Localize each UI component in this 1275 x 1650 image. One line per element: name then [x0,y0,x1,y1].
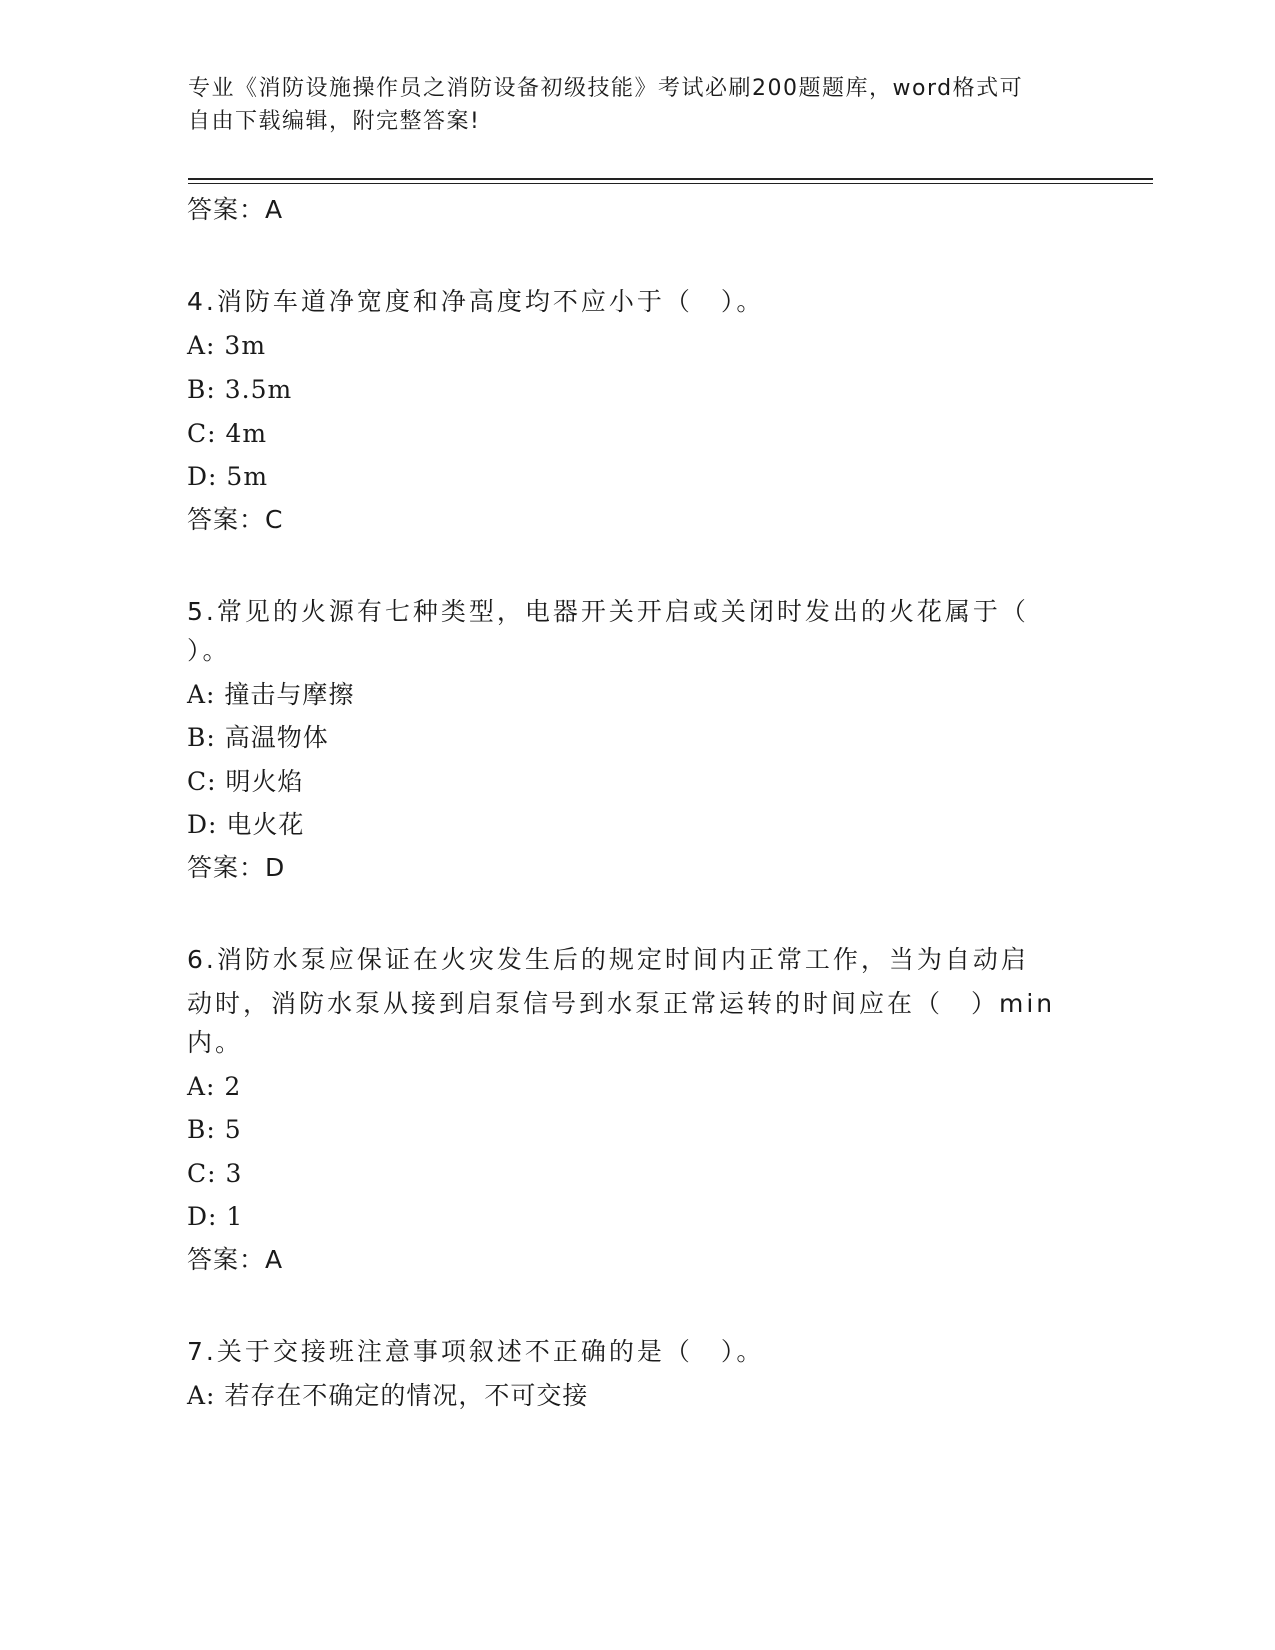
question-5-option-d: D: 电火花 [187,810,305,839]
header-line-2: 自由下载编辑，附完整答案! [188,109,481,134]
question-7-option-a: A: 若存在不确定的情况，不可交接 [187,1381,589,1410]
header-divider-thin [188,183,1153,184]
question-4-option-c: C: 4m [187,419,268,448]
question-6-option-b: B: 5 [187,1115,242,1144]
question-6-text-line-3: 内。 [187,1028,244,1057]
question-5-option-a: A: 撞击与摩擦 [187,680,355,709]
header-line-1: 专业《消防设施操作员之消防设备初级技能》考试必刷200题题库，word格式可 [188,76,1024,101]
question-4-option-a: A: 3m [187,331,267,360]
question-6-option-c: C: 3 [187,1159,243,1188]
question-6-answer: 答案：A [187,1245,284,1274]
question-7-text: 7.关于交接班注意事项叙述不正确的是（ ）。 [187,1337,765,1366]
document-header [188,72,1088,138]
question-4-text: 4.消防车道净宽度和净高度均不应小于（ ）。 [187,287,765,316]
question-4-option-d: D: 5m [187,462,269,491]
question-6-option-a: A: 2 [187,1072,242,1101]
question-6-option-d: D: 1 [187,1202,244,1231]
question-5-text-line-1: 5.常见的火源有七种类型，电器开关开启或关闭时发出的火花属于（ [187,597,1029,626]
question-5-answer: 答案：D [187,853,286,882]
header-divider-thick [188,178,1153,180]
question-6-text-line-1: 6.消防水泵应保证在火灾发生后的规定时间内正常工作，当为自动启 [187,945,1029,974]
question-5-text-line-2: ）。 [187,636,231,665]
question-4-option-b: B: 3.5m [187,375,293,404]
question-6-text-line-2: 动时，消防水泵从接到启泵信号到水泵正常运转的时间应在（ ）min [187,989,1056,1018]
question-5-option-c: C: 明火焰 [187,767,304,796]
question-5-option-b: B: 高温物体 [187,723,329,752]
question-4-answer: 答案：C [187,505,284,534]
previous-answer: 答案：A [187,195,284,224]
